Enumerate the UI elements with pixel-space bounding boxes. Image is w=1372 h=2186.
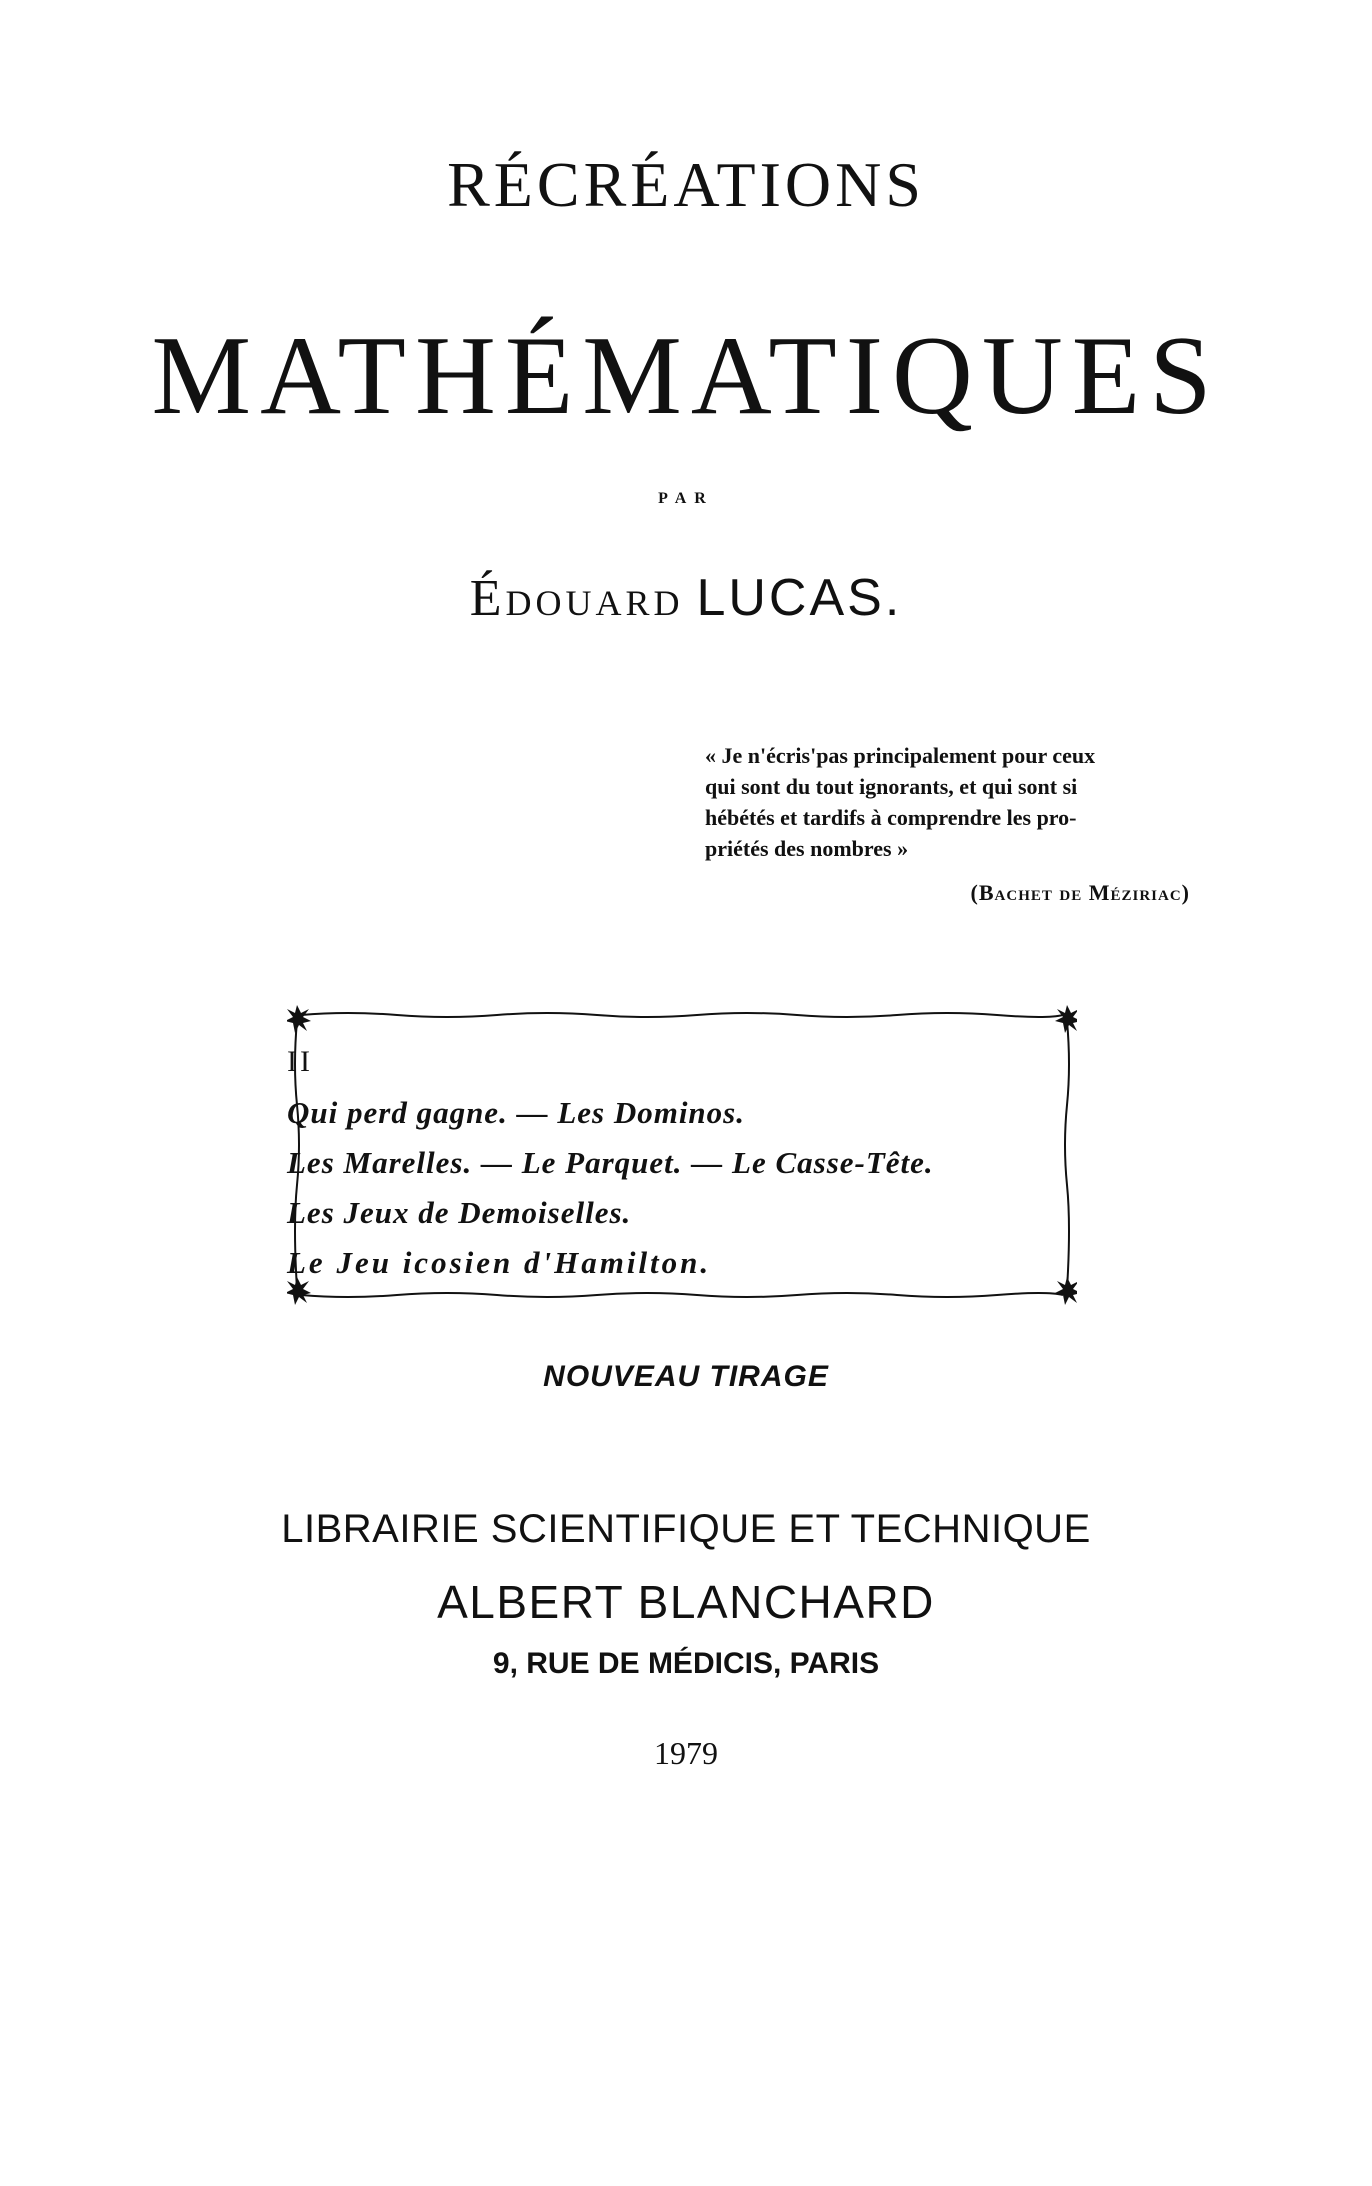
title-line-1: RÉCRÉATIONS <box>447 149 925 220</box>
author-last-name: LUCAS. <box>696 569 903 627</box>
corner-ornament-icon <box>287 1277 311 1305</box>
epigraph-line: qui sont du tout ignorants, et qui sont si <box>705 774 1078 799</box>
by-label: PAR <box>658 490 714 507</box>
epigraph-line: « Je n'écris'pas principalement pour ceux <box>705 743 1096 768</box>
edition-label: NOUVEAU TIRAGE <box>543 1360 829 1393</box>
corner-ornament-icon <box>1055 1005 1077 1033</box>
contents-frame <box>287 1005 1077 1305</box>
publisher-address: 9, RUE DE MÉDICIS, PARIS <box>492 1647 880 1680</box>
epigraph <box>705 740 1190 864</box>
title-line-2: MATHÉMATIQUES <box>151 314 1221 438</box>
contents-line: Le Jeu icosien d'Hamilton. <box>287 1245 712 1280</box>
publication-year: 1979 <box>654 1735 718 1771</box>
author-name <box>0 568 1372 628</box>
corner-ornament-icon <box>287 1005 311 1033</box>
publisher-line-1: LIBRAIRIE SCIENTIFIQUE ET TECHNIQUE <box>281 1507 1091 1551</box>
epigraph-citation: (Bachet de Méziriac) <box>970 880 1190 905</box>
contents-line: Les Marelles. — Le Parquet. — Le Casse-Tête. <box>287 1145 934 1180</box>
author-first-name: Édouard <box>469 570 684 627</box>
epigraph-line: priétés des nombres » <box>705 836 909 861</box>
publisher-name: ALBERT BLANCHARD <box>437 1576 935 1628</box>
corner-ornament-icon <box>1055 1277 1077 1305</box>
contents-line: Les Jeux de Demoiselles. <box>287 1195 632 1230</box>
epigraph-line: hébétés et tardifs à comprendre les pro- <box>705 805 1077 830</box>
volume-number: II <box>287 1045 313 1078</box>
contents-line: Qui perd gagne. — Les Dominos. <box>287 1095 745 1130</box>
